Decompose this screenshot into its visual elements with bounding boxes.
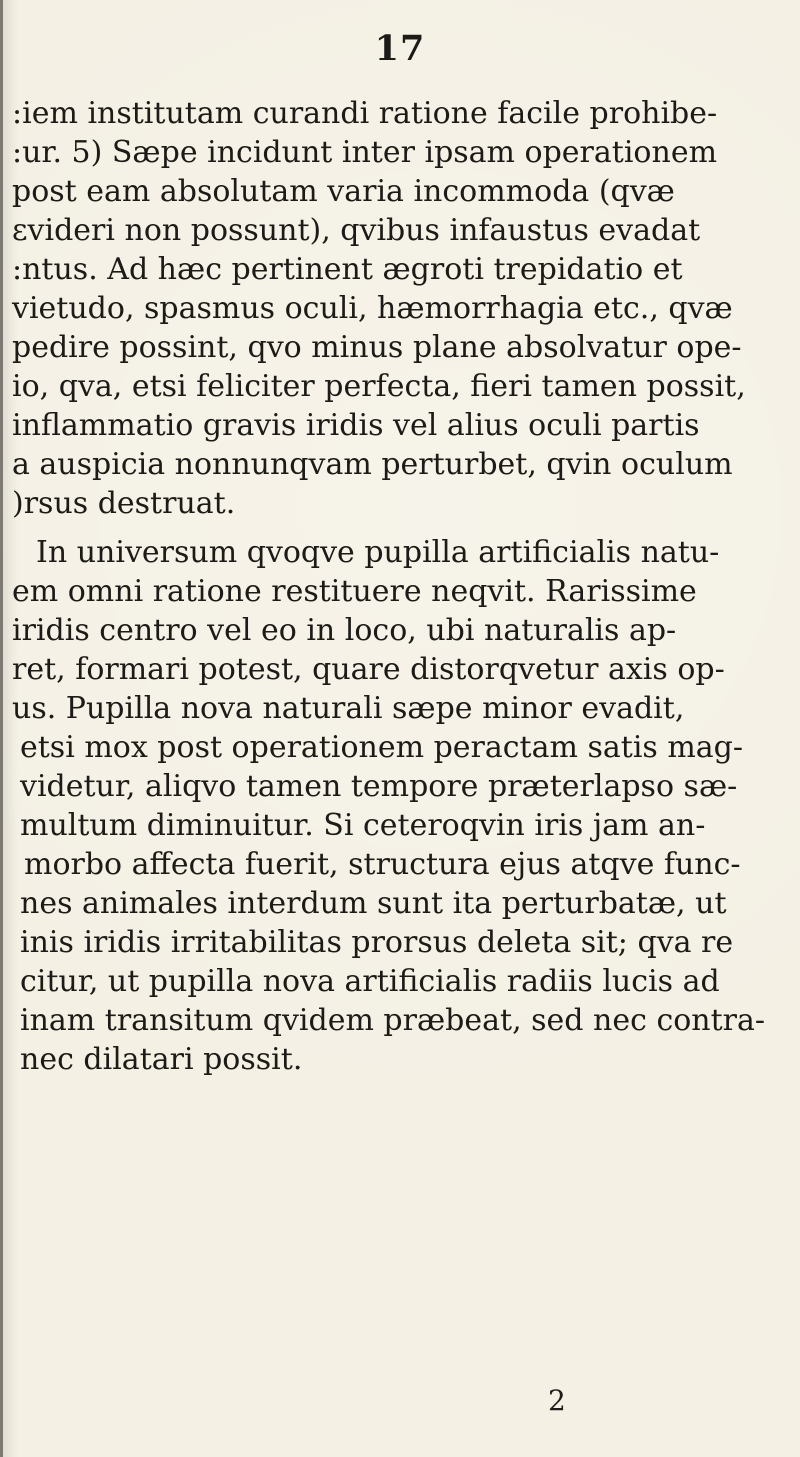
text-line: vietudo, spasmus oculi, hæmorrhagia etc., qvæ (12, 291, 733, 326)
text-line: post eam absolutam varia incommoda (qvæ (12, 174, 675, 209)
text-line: multum diminuitur. Si ceteroqvin iris jam an- (20, 808, 706, 843)
text-line: io, qva, etsi feliciter perfecta, fieri tamen possit, (12, 369, 746, 404)
text-line: :ur. 5) Sæpe incidunt inter ipsam operationem (12, 135, 718, 170)
text-line: inam transitum qvidem præbeat, sed nec contra- (20, 1003, 766, 1038)
text-line: ret, formari potest, quare distorqvetur axis op- (12, 652, 725, 687)
text-line: nes animales interdum sunt ita perturbatæ, ut (20, 886, 727, 921)
text-line: :iem institutam curandi ratione facile prohibe- (12, 96, 718, 131)
text-line: inflammatio gravis iridis vel alius oculi partis (12, 408, 700, 443)
text-line: εvideri non possunt), qvibus infaustus evadat (12, 213, 701, 248)
text-line: inis iridis irritabilitas prorsus deleta sit; qva re (20, 925, 734, 960)
text-line: nec dilatari possit. (20, 1042, 303, 1077)
page-number: 17 (374, 28, 426, 69)
signature-mark: 2 (548, 1384, 566, 1417)
text-line: pedire possint, qvo minus plane absolvatur ope- (12, 330, 742, 365)
text-line: iridis centro vel eo in loco, ubi naturalis ap- (12, 613, 677, 648)
text-line: :ntus. Ad hæc pertinent ægroti trepidatio et (12, 252, 683, 287)
text-line: em omni ratione restituere neqvit. Rarissime (12, 574, 697, 609)
text-line: a auspicia nonnunqvam perturbet, qvin oculum (12, 447, 733, 482)
text-line: etsi mox post operationem peractam satis mag- (20, 730, 744, 765)
text-line: )rsus destruat. (12, 486, 236, 521)
text-line: citur, ut pupilla nova artificialis radiis lucis ad (20, 964, 720, 999)
text-line: videtur, aliqvo tamen tempore præterlapso sæ- (20, 769, 738, 804)
text-line: In universum qvoqve pupilla artificialis natu- (36, 535, 720, 570)
text-line: morbo affecta fuerit, structura ejus atqve func- (24, 847, 741, 882)
binding-edge (0, 0, 3, 1457)
text-line: us. Pupilla nova naturali sæpe minor evadit, (12, 691, 685, 726)
